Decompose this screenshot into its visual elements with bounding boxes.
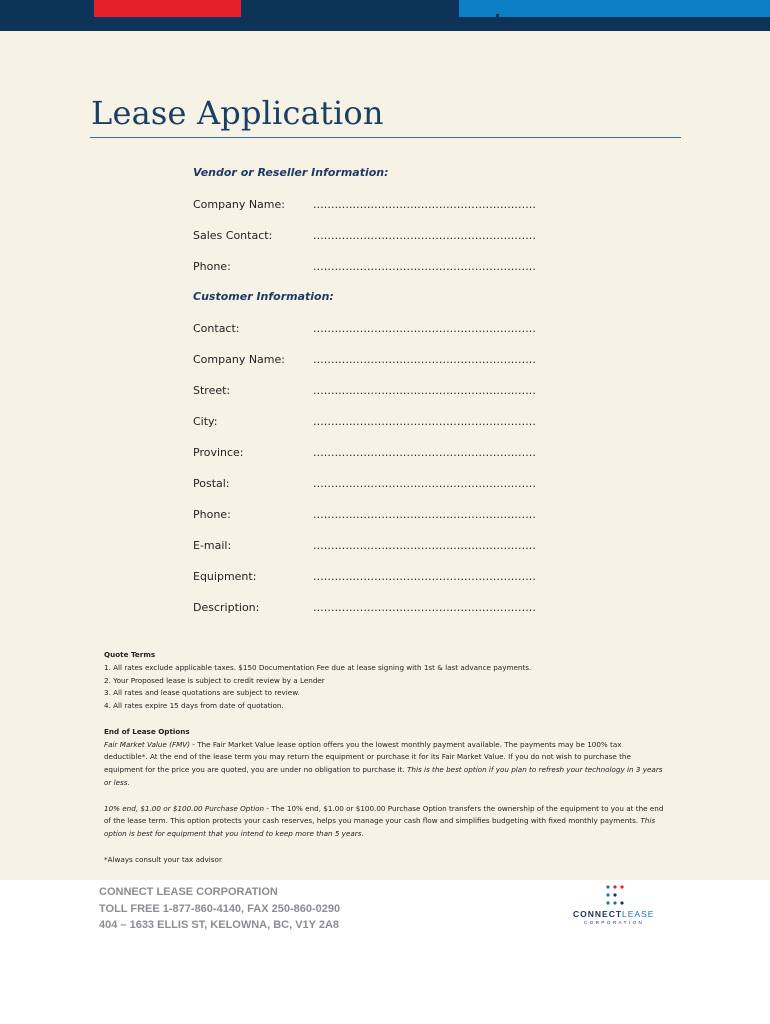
vendor-phone-field[interactable]: [193, 260, 536, 276]
fill-in-line[interactable]: ..............................................................: [313, 601, 536, 614]
customer-city-field[interactable]: [193, 415, 536, 431]
fill-in-line[interactable]: ..............................................................: [313, 198, 536, 211]
field-label: Description:: [193, 601, 260, 614]
fill-in-line[interactable]: ..............................................................: [313, 415, 536, 428]
title-divider: [90, 137, 681, 138]
fmv-text: - The Fair Market Value lease option offers you the lowest monthly payment available. The payments may be 100% tax deductible*. At the end of the lease term you may return the equipment or purchase it for its Fair Market Value. If you do not wish to purchase the equipment for the price you are quoted, you are under no obligation to purchase it.: [104, 739, 631, 775]
page-title: Lease Application: [91, 94, 384, 132]
quote-term-item: 4. All rates expire 15 days from date of quotation.: [104, 701, 284, 711]
field-label: Province:: [193, 446, 244, 459]
customer-postal-field[interactable]: [193, 477, 536, 493]
footer-company: CONNECT LEASE CORPORATION: [99, 886, 278, 898]
header-blue-stripe: [459, 0, 770, 17]
logo-wordmark: CONNECTLEASE: [573, 909, 655, 919]
end-of-lease-heading: End of Lease Options: [104, 726, 190, 736]
field-label: Phone:: [193, 260, 231, 273]
vendor-sales-contact-field[interactable]: [193, 229, 536, 245]
purchase-option-paragraph: [104, 803, 664, 841]
terms-block: [104, 649, 664, 867]
fill-in-line[interactable]: ..............................................................: [313, 384, 536, 397]
customer-section-heading: Customer Information:: [193, 290, 334, 303]
footer-contact: [99, 884, 340, 934]
fmv-note: This is the best option if you plan to refresh your technology in 3 years or less.: [104, 765, 663, 787]
header-red-stripe: [94, 0, 241, 17]
field-label: Contact:: [193, 322, 240, 335]
quote-term-item: 3. All rates and lease quotations are subject to review.: [104, 688, 300, 698]
fill-in-line[interactable]: ..............................................................: [313, 570, 536, 583]
customer-description-field[interactable]: [193, 601, 536, 617]
field-label: Equipment:: [193, 570, 257, 583]
fill-in-line[interactable]: ..............................................................: [313, 477, 536, 490]
fmv-paragraph: [104, 739, 664, 790]
purchase-option-note: This option is best for equipment that you intend to keep more than 5 years.: [104, 816, 656, 839]
field-label: Postal:: [193, 477, 230, 490]
quote-term-item: 1. All rates exclude applicable taxes. $150 Documentation Fee due at lease signing with 1st & last advance payments.: [104, 662, 532, 672]
customer-email-field[interactable]: [193, 539, 536, 555]
fill-in-line[interactable]: ..............................................................: [313, 353, 536, 366]
vendor-section-heading: Vendor or Reseller Information:: [193, 166, 389, 179]
logo-dots-icon: [570, 883, 662, 909]
purchase-option-text: - The 10% end, $1.00 or $100.00 Purchase Option transfers the ownership of the equipment to you at the end of the lease term. This option protects your cash reserves, helps you manage your cash flow and simplifies budgeting with fixed monthly payments.: [104, 803, 664, 826]
fill-in-line[interactable]: ..............................................................: [313, 508, 536, 521]
quote-terms-heading: Quote Terms: [104, 650, 156, 659]
connect-lease-logo: [570, 883, 662, 929]
customer-equipment-field[interactable]: [193, 570, 536, 586]
footer-address: 404 – 1633 ELLIS ST, KELOWNA, BC, V1Y 2A8: [99, 919, 340, 931]
tax-advisor-note: *Always consult your tax advisor: [104, 854, 222, 864]
field-label: Street:: [193, 384, 231, 397]
field-label: Company Name:: [193, 353, 285, 366]
customer-contact-field[interactable]: [193, 322, 536, 338]
fmv-title: Fair Market Value (FMV): [104, 739, 191, 749]
header-stripe-notch: [496, 14, 499, 17]
field-label: Sales Contact:: [193, 229, 273, 242]
fill-in-line[interactable]: ..............................................................: [313, 539, 536, 552]
fill-in-line[interactable]: ..............................................................: [313, 446, 536, 459]
customer-street-field[interactable]: [193, 384, 536, 400]
fill-in-line[interactable]: ..............................................................: [313, 322, 536, 335]
field-label: Company Name:: [193, 198, 285, 211]
purchase-option-title: 10% end, $1.00 or $100.00 Purchase Option: [104, 803, 265, 813]
field-label: City:: [193, 415, 218, 428]
field-label: Phone:: [193, 508, 231, 521]
quote-term-item: 2. Your Proposed lease is subject to credit review by a Lender: [104, 675, 325, 685]
customer-phone-field[interactable]: [193, 508, 536, 524]
customer-province-field[interactable]: [193, 446, 536, 462]
footer-phone: TOLL FREE 1-877-860-4140, FAX 250-860-0290: [99, 902, 341, 915]
fill-in-line[interactable]: ..............................................................: [313, 229, 536, 242]
logo-subtitle: CORPORATION: [584, 920, 645, 925]
vendor-company-name-field[interactable]: [193, 198, 536, 214]
field-label: E-mail:: [193, 539, 232, 552]
customer-company-name-field[interactable]: [193, 353, 536, 369]
fill-in-line[interactable]: ..............................................................: [313, 260, 536, 273]
